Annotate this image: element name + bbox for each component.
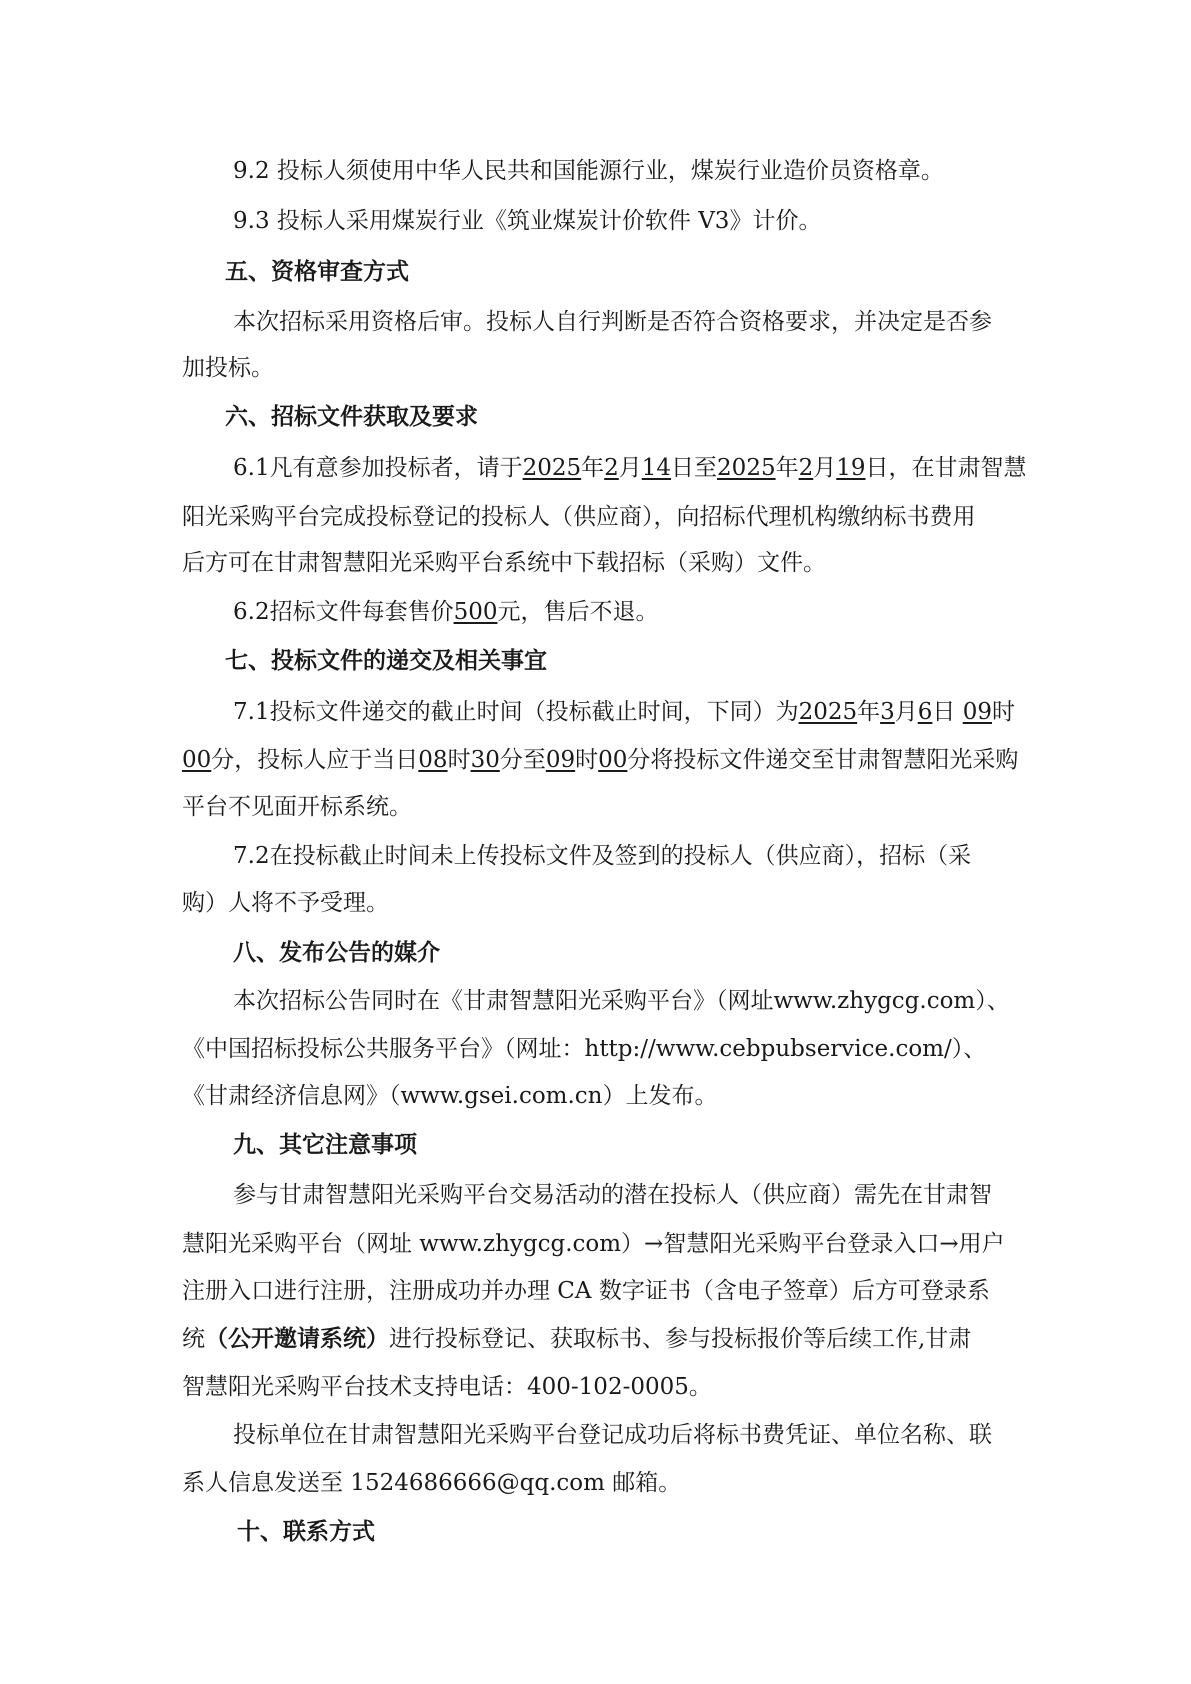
document-price: 500 — [453, 599, 498, 625]
system-name-bold: （公开邀请系统） — [205, 1326, 389, 1352]
section-8-text-line: 本次招标公告同时在《甘肃智慧阳光采购平台》（网址www.zhygcg.com）、 — [233, 988, 1010, 1014]
section-9-text-line: 投标单位在甘肃智慧阳光采购平台登记成功后将标书费凭证、单位名称、联 — [233, 1422, 992, 1448]
section-9-text-line — [182, 1324, 971, 1354]
day-to-text: 日至 — [671, 455, 718, 481]
clause-7-1-line — [182, 745, 1018, 775]
clause-7-2-line: 购）人将不予受理。 — [182, 890, 389, 916]
month-text: 月 — [894, 699, 918, 725]
end-day: 19 — [836, 455, 866, 481]
end-year: 2025 — [717, 455, 776, 481]
start-year: 2025 — [522, 455, 582, 481]
clause-6-1-suffix: 日，在甘肃智慧 — [865, 455, 1027, 481]
section-9-text-line: 参与甘肃智慧阳光采购平台交易活动的潜在投标人（供应商）需先在甘肃智 — [233, 1182, 992, 1208]
clause-7-1-text: 分，投标人应于当日 — [211, 747, 419, 773]
clause-6-1-line — [233, 453, 1027, 483]
deadline-month: 3 — [880, 699, 895, 725]
month-text: 月 — [813, 455, 837, 481]
deadline-year: 2025 — [798, 699, 858, 725]
clause-6-1-line: 阳光采购平台完成投标登记的投标人（供应商），向招标代理机构缴纳标书费用 — [182, 504, 976, 530]
clause-6-1-line: 后方可在甘肃智慧阳光采购平台系统中下载招标（采购）文件。 — [182, 550, 826, 576]
clause-7-2-line: 7.2在投标截止时间未上传投标文件及签到的投标人（供应商），招标（采 — [233, 843, 972, 869]
start-month: 2 — [604, 455, 619, 481]
day-text: 日 — [932, 699, 963, 725]
clause-9-2: 9.2 投标人须使用中华人民共和国能源行业，煤炭行业造价员资格章。 — [233, 158, 944, 184]
section-8-heading: 八、发布公告的媒介 — [233, 940, 440, 966]
submit-end-hour: 09 — [545, 747, 576, 773]
section-9-heading: 九、其它注意事项 — [233, 1132, 417, 1158]
minute-to-text: 分至 — [499, 747, 546, 773]
section-6-heading: 六、招标文件获取及要求 — [225, 404, 478, 430]
section-8-text-line: 《甘肃经济信息网》（www.gsei.com.cn）上发布。 — [182, 1083, 718, 1109]
hour-text: 时 — [992, 699, 1015, 725]
year-text: 年 — [857, 699, 881, 725]
clause-6-1-prefix: 6.1凡有意参加投标者，请于 — [233, 455, 523, 481]
submit-end-minute: 00 — [598, 747, 628, 773]
section-9-text-line: 注册入口进行注册，注册成功并办理 CA 数字证书（含电子签章）后方可登录系 — [182, 1278, 990, 1304]
clause-6-2-prefix: 6.2招标文件每套售价 — [233, 599, 454, 625]
section-9-text-line: 智慧阳光采购平台技术支持电话：400-102-0005。 — [182, 1374, 712, 1400]
section-9-text-line: 慧阳光采购平台（网址 www.zhygcg.com）→智慧阳光采购平台登录入口→用户 — [182, 1231, 1005, 1257]
section-9-text: 进行投标登记、获取标书、参与投标报价等后续工作,甘肃 — [389, 1326, 972, 1352]
clause-6-2 — [233, 597, 658, 627]
clause-9-3: 9.3 投标人采用煤炭行业《筑业煤炭计价软件 V3》计价。 — [233, 208, 822, 234]
deadline-day: 6 — [917, 699, 933, 725]
deadline-minute: 00 — [182, 747, 212, 773]
year-text: 年 — [581, 455, 605, 481]
section-10-heading: 十、联系方式 — [237, 1519, 375, 1545]
section-9-text: 统 — [182, 1326, 205, 1352]
hour-text: 时 — [447, 747, 471, 773]
deadline-hour: 09 — [962, 699, 992, 725]
clause-7-1-line — [233, 697, 1015, 727]
submit-start-hour: 08 — [418, 747, 448, 773]
end-month: 2 — [798, 455, 814, 481]
clause-6-2-suffix: 元，售后不退。 — [497, 599, 659, 625]
hour-text: 时 — [575, 747, 599, 773]
month-text: 月 — [618, 455, 642, 481]
year-text: 年 — [775, 455, 799, 481]
section-7-heading: 七、投标文件的递交及相关事宜 — [225, 648, 547, 674]
clause-7-1-text: 分将投标文件递交至甘肃智慧阳光采购 — [627, 747, 1019, 773]
section-5-text-line: 本次招标采用资格后审。投标人自行判断是否符合资格要求，并决定是否参 — [233, 309, 992, 335]
section-8-text-line: 《中国招标投标公共服务平台》（网址：http://www.cebpubservice.com/）、 — [182, 1036, 987, 1062]
submit-start-minute: 30 — [470, 747, 500, 773]
clause-7-1-line: 平台不见面开标系统。 — [182, 794, 412, 820]
section-9-text-line: 系人信息发送至 1524686666@qq.com 邮箱。 — [182, 1470, 682, 1496]
section-5-heading: 五、资格审查方式 — [225, 259, 409, 285]
clause-7-1-prefix: 7.1投标文件递交的截止时间（投标截止时间，下同）为 — [233, 699, 799, 725]
section-5-text-line: 加投标。 — [182, 355, 274, 381]
start-day: 14 — [641, 455, 672, 481]
